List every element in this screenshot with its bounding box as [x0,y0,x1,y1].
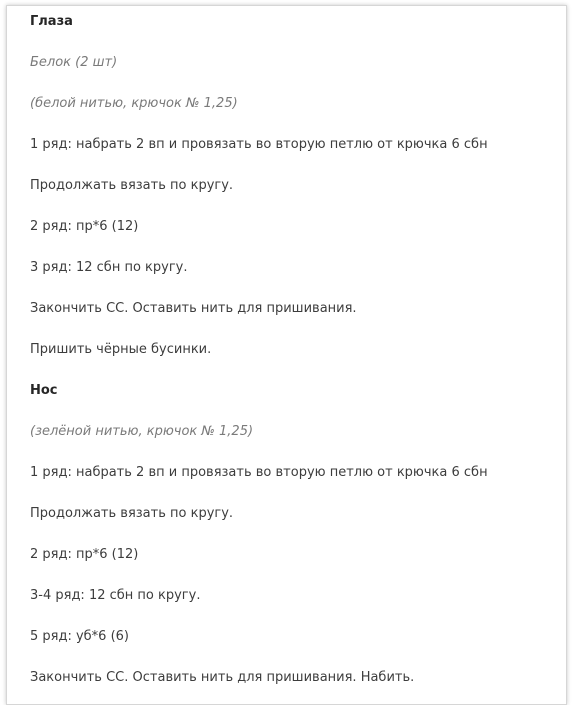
eyes-line: Белок (2 шт) [30,55,118,70]
pattern-text-panel [6,5,567,705]
eyes-line: Продолжать вязать по кругу. [30,178,234,193]
nose-line: 5 ряд: уб*6 (6) [30,629,130,644]
eyes-line: (белой нитью, крючок № 1,25) [30,96,238,111]
nose-line: Продолжать вязать по кругу. [30,506,234,521]
nose-line: (зелёной нитью, крючок № 1,25) [30,424,254,439]
nose-heading: Нос [30,383,58,398]
eyes-line: 1 ряд: набрать 2 вп и провязать во вторую петлю от крючка 6 сбн [30,137,488,152]
nose-line: 3-4 ряд: 12 сбн по кругу. [30,588,201,603]
nose-line: Закончить СС. Оставить нить для пришивания. Набить. [30,670,415,685]
eyes-line: Закончить СС. Оставить нить для пришивания. [30,301,357,316]
nose-line: 2 ряд: пр*6 (12) [30,547,139,562]
nose-line: 1 ряд: набрать 2 вп и провязать во вторую петлю от крючка 6 сбн [30,465,488,480]
eyes-line: 3 ряд: 12 сбн по кругу. [30,260,188,275]
eyes-line: Пришить чёрные бусинки. [30,342,212,357]
eyes-heading: Глаза [30,14,73,29]
eyes-line: 2 ряд: пр*6 (12) [30,219,139,234]
